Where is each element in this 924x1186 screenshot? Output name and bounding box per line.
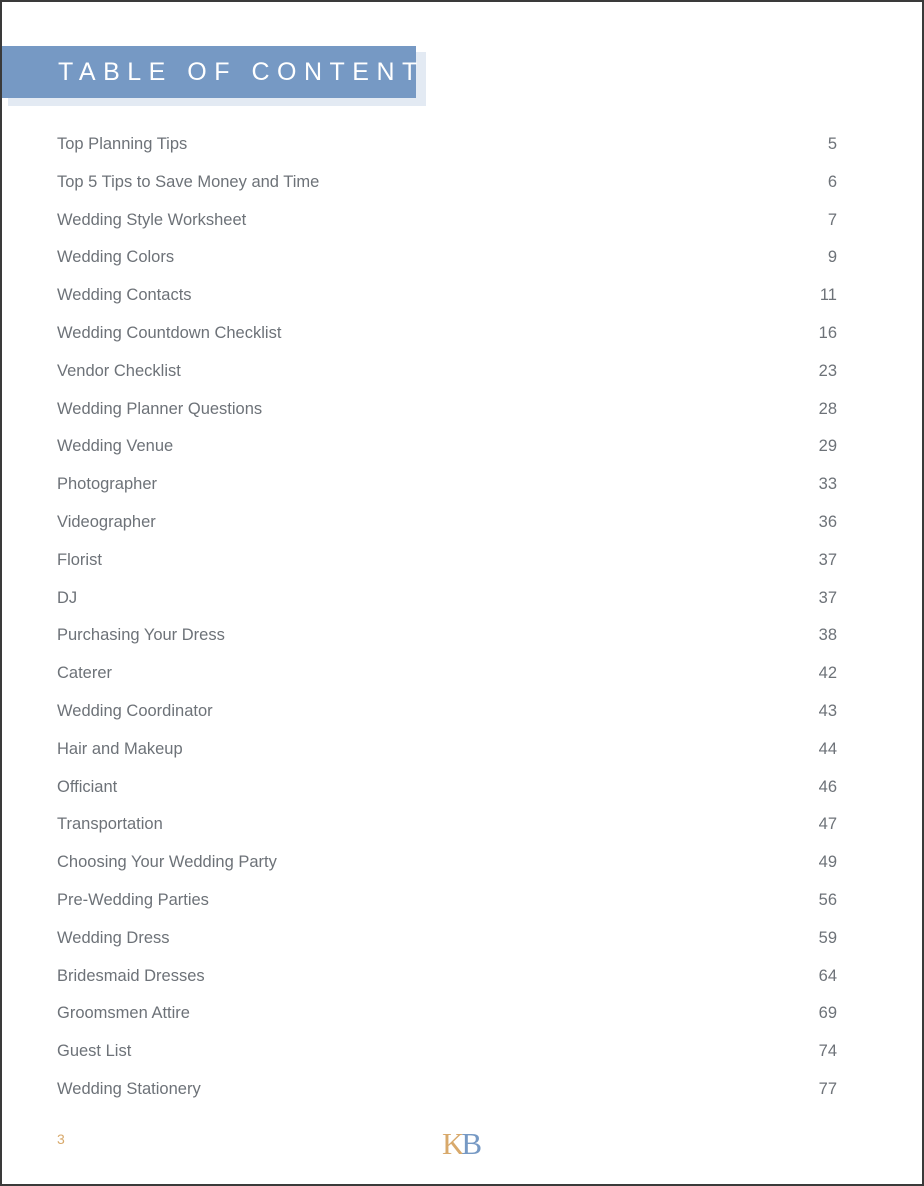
toc-entry-label: Photographer <box>57 475 157 494</box>
toc-entry-label: Florist <box>57 550 102 569</box>
toc-dot-leader <box>181 435 808 451</box>
toc-dot-leader <box>285 851 808 867</box>
toc-entry-label: Wedding Style Worksheet <box>57 210 247 229</box>
toc-entry-label: Videographer <box>57 512 156 531</box>
header-banner <box>2 46 449 98</box>
toc-entry-page-number: 16 <box>818 323 837 342</box>
footer-page-number: 3 <box>57 1131 65 1147</box>
toc-entry[interactable] <box>57 315 837 353</box>
toc-entry-label: Choosing Your Wedding Party <box>57 853 277 872</box>
toc-dot-leader <box>270 398 808 414</box>
toc-entry-label: Wedding Colors <box>57 248 175 267</box>
toc-entry[interactable] <box>57 655 837 693</box>
toc-entry-label: Pre-Wedding Parties <box>57 890 209 909</box>
toc-entry-label: Wedding Coordinator <box>57 701 213 720</box>
toc-entry-label: Top Planning Tips <box>57 135 188 153</box>
toc-entry[interactable] <box>57 353 837 391</box>
toc-dot-leader <box>171 813 808 829</box>
toc-entry-page-number: 44 <box>818 739 837 758</box>
toc-dot-leader <box>85 587 808 603</box>
toc-entry-page-number: 37 <box>818 550 837 569</box>
toc-entry-page-number: 37 <box>818 588 837 607</box>
toc-entry-page-number: 69 <box>818 1004 837 1023</box>
toc-entry-label: DJ <box>57 588 78 607</box>
toc-entry[interactable] <box>57 995 837 1033</box>
toc-entry[interactable] <box>57 277 837 315</box>
toc-entry-page-number: 56 <box>818 890 837 909</box>
toc-entry[interactable] <box>57 844 837 882</box>
toc-entry-label: Transportation <box>57 815 163 834</box>
toc-entry[interactable] <box>57 126 837 164</box>
toc-entry-page-number: 64 <box>818 966 837 985</box>
toc-entry-page-number: 43 <box>818 701 837 720</box>
toc-entry[interactable] <box>57 920 837 958</box>
toc-entry-label: Groomsmen Attire <box>57 1004 190 1023</box>
toc-entry-page-number: 7 <box>827 210 837 229</box>
toc-entry-page-number: 33 <box>818 475 837 494</box>
toc-entry-label: Wedding Stationery <box>57 1079 201 1098</box>
toc-dot-leader <box>139 1040 808 1056</box>
toc-dot-leader <box>213 965 808 981</box>
toc-dot-leader <box>165 473 808 489</box>
toc-dot-leader <box>191 738 808 754</box>
toc-entry-page-number: 38 <box>818 626 837 645</box>
toc-entry-page-number: 74 <box>818 1042 837 1061</box>
toc-entry-label: Wedding Countdown Checklist <box>57 323 282 342</box>
toc-entry[interactable] <box>57 617 837 655</box>
toc-entry[interactable] <box>57 504 837 542</box>
toc-entry-label: Bridesmaid Dresses <box>57 966 205 985</box>
toc-dot-leader <box>189 360 808 376</box>
toc-entry[interactable] <box>57 466 837 504</box>
toc-entry-label: Hair and Makeup <box>57 739 183 758</box>
toc-entry-page-number: 36 <box>818 512 837 531</box>
toc-entry-label: Wedding Planner Questions <box>57 399 263 418</box>
toc-entry-page-number: 28 <box>818 399 837 418</box>
toc-entry[interactable] <box>57 958 837 996</box>
toc-entry[interactable] <box>57 542 837 580</box>
toc-entry-label: Officiant <box>57 777 118 796</box>
toc-entry-page-number: 29 <box>818 437 837 456</box>
toc-dot-leader <box>327 171 808 187</box>
toc-dot-leader <box>182 246 808 262</box>
toc-entry[interactable] <box>57 239 837 277</box>
toc-entry-page-number: 46 <box>818 777 837 796</box>
toc-entry[interactable] <box>57 882 837 920</box>
toc-entry-page-number: 23 <box>818 361 837 380</box>
toc-entry-page-number: 9 <box>827 248 837 267</box>
toc-entry[interactable] <box>57 1071 837 1109</box>
toc-dot-leader <box>209 1078 808 1094</box>
toc-dot-leader <box>200 284 808 300</box>
table-of-contents-list <box>57 126 837 1109</box>
brand-logo <box>2 1128 922 1159</box>
toc-entry-label: Wedding Venue <box>57 437 174 456</box>
toc-entry-label: Wedding Dress <box>57 928 170 947</box>
toc-entry[interactable] <box>57 580 837 618</box>
toc-entry-label: Purchasing Your Dress <box>57 626 225 645</box>
toc-dot-leader <box>120 662 808 678</box>
toc-entry-page-number: 49 <box>818 853 837 872</box>
table-of-contents-header <box>2 46 449 102</box>
toc-dot-leader <box>178 927 809 943</box>
toc-entry[interactable] <box>57 391 837 429</box>
toc-entry[interactable] <box>57 164 837 202</box>
logo-letter-k: K <box>441 1126 465 1161</box>
toc-entry-label: Vendor Checklist <box>57 361 181 380</box>
toc-entry[interactable] <box>57 202 837 240</box>
toc-entry-page-number: 6 <box>827 172 837 191</box>
toc-entry[interactable] <box>57 769 837 807</box>
toc-dot-leader <box>164 511 808 527</box>
toc-dot-leader <box>198 1002 808 1018</box>
toc-dot-leader <box>221 700 808 716</box>
toc-entry-label: Wedding Contacts <box>57 286 192 305</box>
toc-entry-label: Top 5 Tips to Save Money and Time <box>57 172 320 191</box>
toc-entry-label: Caterer <box>57 664 113 683</box>
toc-dot-leader <box>125 776 808 792</box>
toc-entry-page-number: 42 <box>818 664 837 683</box>
toc-entry[interactable] <box>57 428 837 466</box>
toc-entry-page-number: 47 <box>818 815 837 834</box>
toc-entry[interactable] <box>57 731 837 769</box>
toc-dot-leader <box>195 133 808 149</box>
page-title: TABLE OF CONTENTS <box>58 57 449 86</box>
toc-entry-page-number: 77 <box>818 1079 837 1098</box>
toc-entry-page-number: 59 <box>818 928 837 947</box>
toc-dot-leader <box>110 549 808 565</box>
toc-dot-leader <box>289 322 808 338</box>
toc-entry-page-number: 11 <box>819 286 837 305</box>
toc-entry[interactable] <box>57 806 837 844</box>
toc-entry-label: Guest List <box>57 1042 132 1061</box>
toc-entry-page-number: 5 <box>827 135 837 153</box>
logo-letter-b: B <box>461 1126 483 1161</box>
toc-entry[interactable] <box>57 693 837 731</box>
toc-dot-leader <box>233 624 808 640</box>
toc-entry[interactable] <box>57 1033 837 1071</box>
toc-dot-leader <box>217 889 808 905</box>
toc-dot-leader <box>254 209 808 225</box>
